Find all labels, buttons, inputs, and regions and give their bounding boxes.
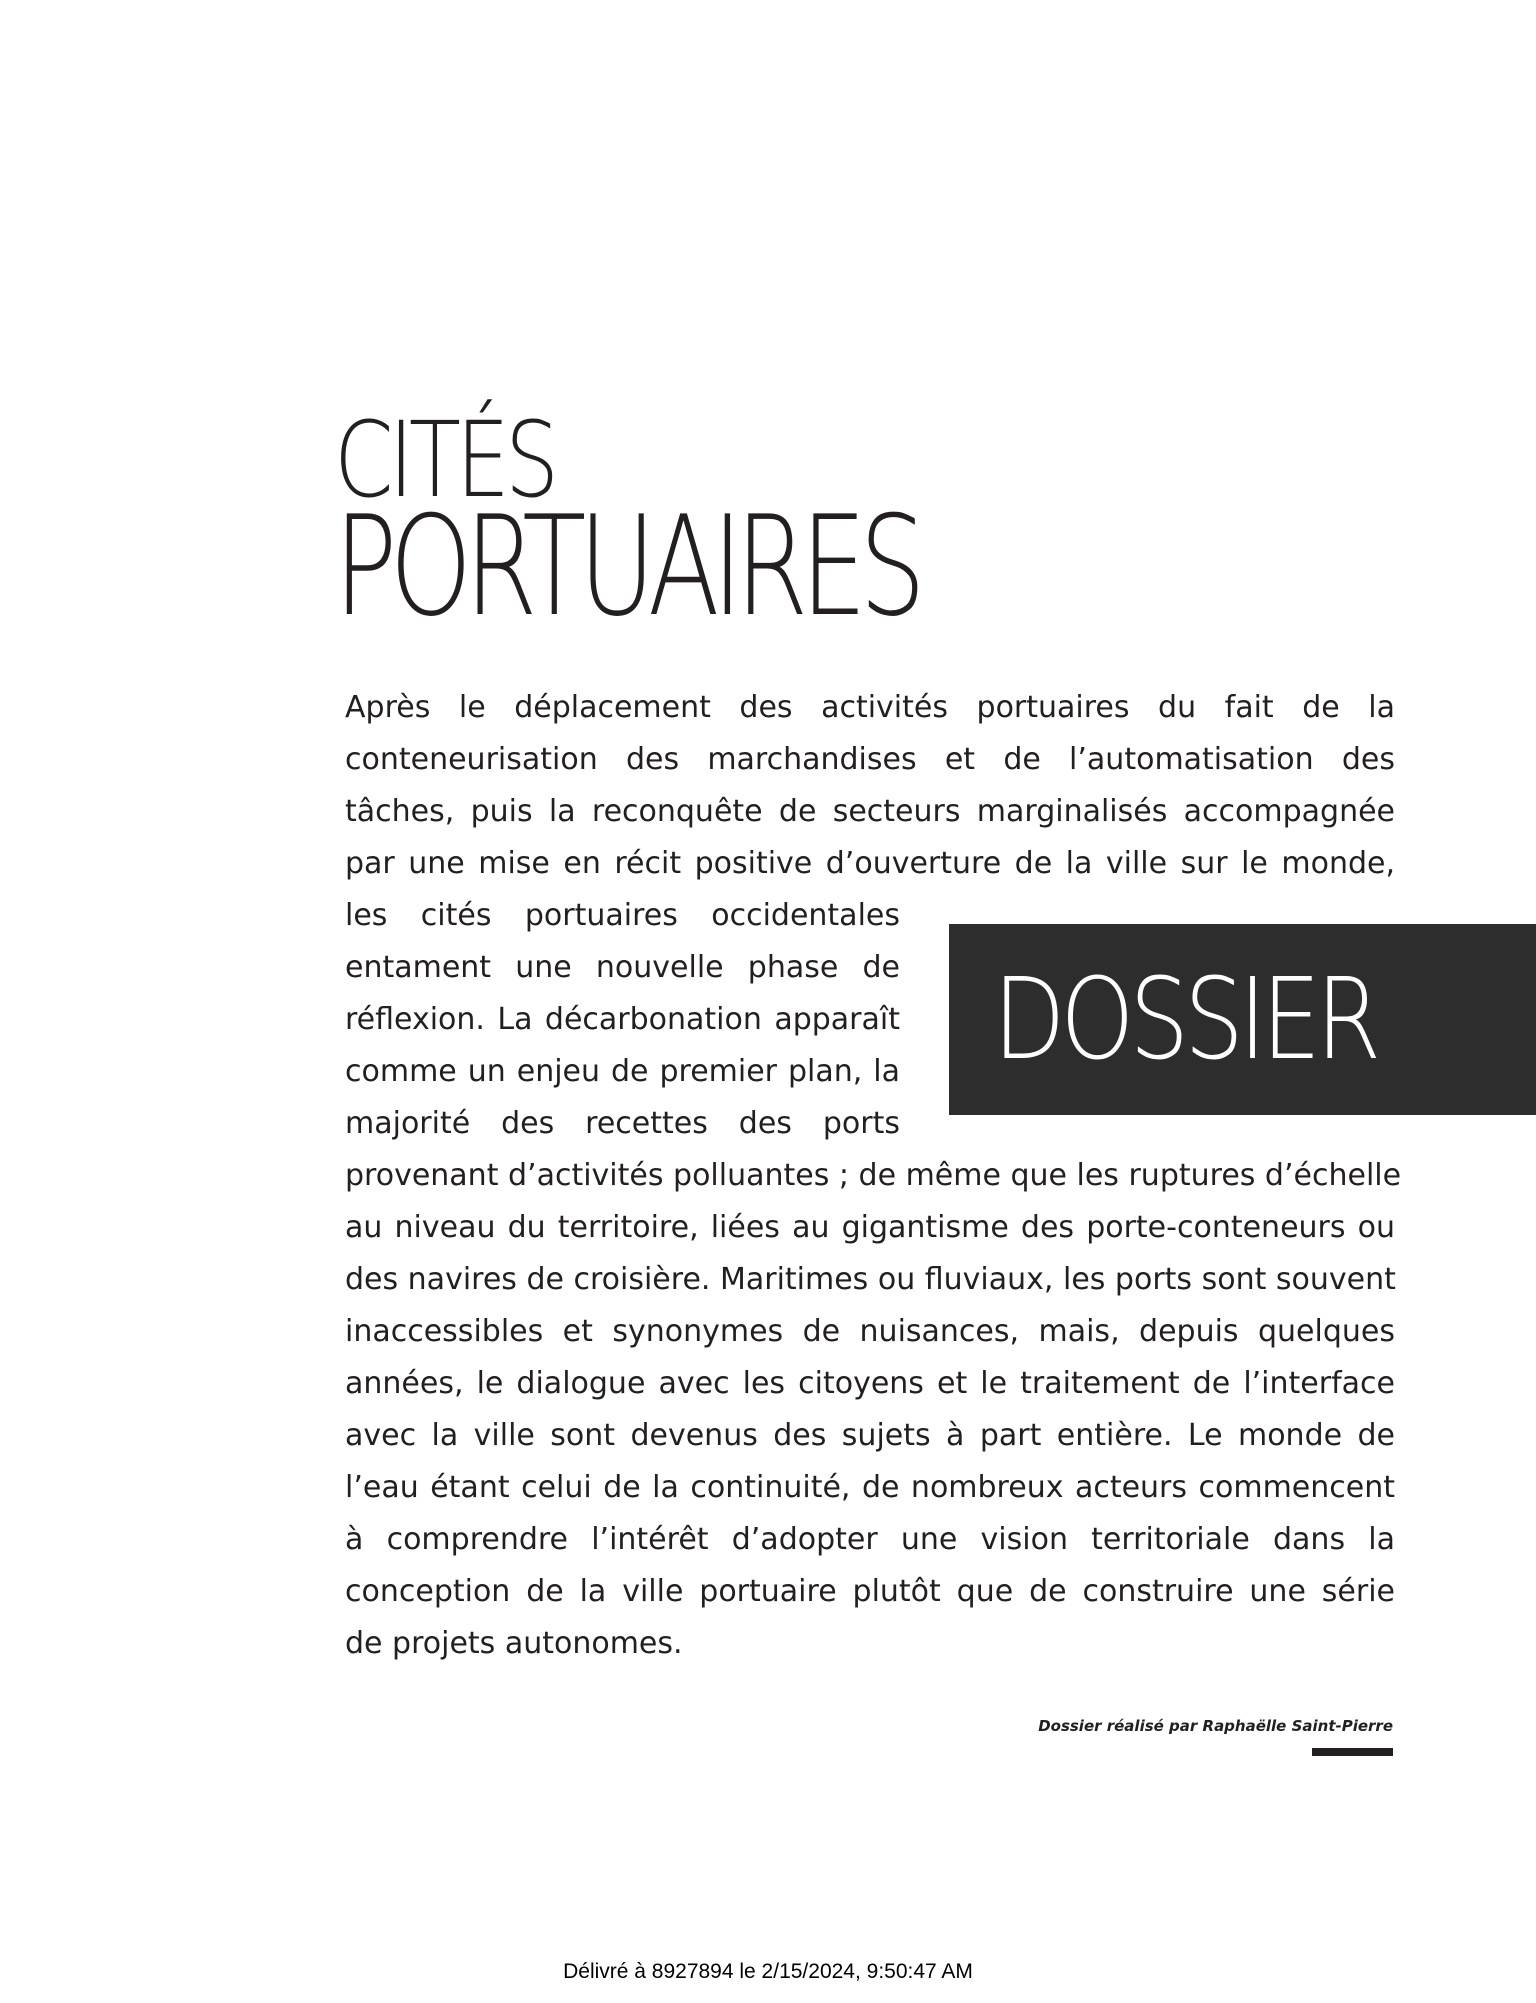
intro-paragraph-top — [345, 682, 1395, 890]
intro-line: entament une nouvelle phase de — [345, 950, 900, 985]
intro-line: des navires de croisière. Maritimes ou fluviaux, les ports sont souvent — [345, 1262, 1396, 1297]
intro-line: conception de la ville portuaire plutôt que de construire une série — [345, 1574, 1395, 1609]
intro-line: de projets autonomes. — [345, 1626, 683, 1661]
intro-paragraph-bottom — [345, 1150, 1402, 1670]
intro-line: au niveau du territoire, liées au gigantisme des porte-conteneurs ou — [345, 1210, 1395, 1245]
author-credit: Dossier réalisé par Raphaëlle Saint-Pierre — [1038, 1717, 1393, 1735]
intro-line: comme un enjeu de premier plan, la — [345, 1054, 900, 1089]
section-label-box — [949, 924, 1536, 1115]
delivery-footer: Délivré à 8927894 le 2/15/2024, 9:50:47 AM — [563, 1960, 973, 1983]
intro-line: conteneurisation des marchandises et de l’automatisation des — [345, 742, 1395, 777]
intro-line: l’eau étant celui de la continuité, de nombreux acteurs commencent — [345, 1470, 1395, 1505]
intro-line: réflexion. La décarbonation apparaît — [345, 1002, 900, 1037]
intro-line: à comprendre l’intérêt d’adopter une vision territoriale dans la — [345, 1522, 1395, 1557]
credit-divider — [1312, 1748, 1393, 1756]
intro-line: tâches, puis la reconquête de secteurs marginalisés accompagnée — [345, 794, 1395, 829]
intro-line: par une mise en récit positive d’ouverture de la ville sur le monde, — [345, 846, 1395, 881]
intro-line: années, le dialogue avec les citoyens et le traitement de l’interface — [345, 1366, 1395, 1401]
section-label: DOSSIER — [993, 954, 1377, 1085]
intro-line: provenant d’activités polluantes ; de même que les ruptures d’échelle — [345, 1158, 1402, 1193]
intro-line: Après le déplacement des activités portuaires du fait de la — [345, 690, 1395, 725]
intro-line: les cités portuaires occidentales — [345, 898, 900, 933]
intro-line: avec la ville sont devenus des sujets à part entière. Le monde de — [345, 1418, 1395, 1453]
title-line-1: CITÉS — [334, 399, 555, 521]
intro-line: inaccessibles et synonymes de nuisances, mais, depuis quelques — [345, 1314, 1395, 1349]
intro-line: majorité des recettes des ports — [345, 1106, 900, 1141]
title-line-2: PORTUAIRES — [334, 486, 919, 647]
